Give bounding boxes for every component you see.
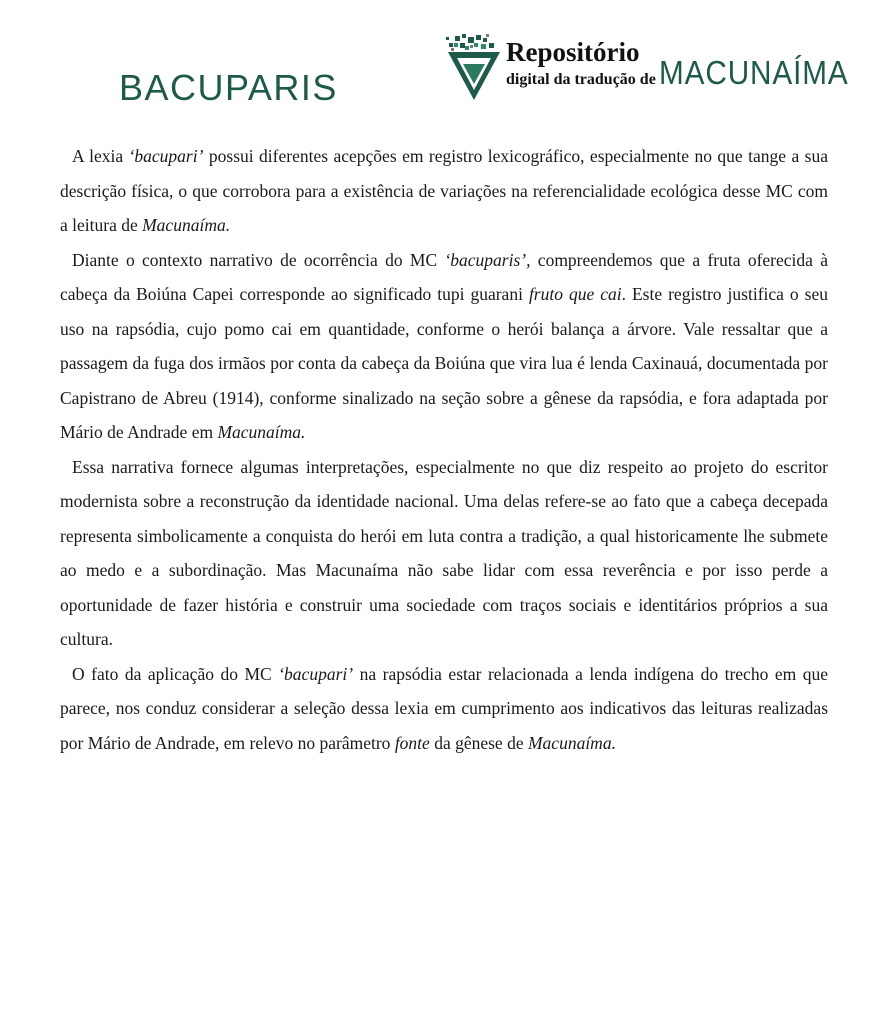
text-run: compreendemos que a fruta oferecida à cabeça da Boiúna Capei corresponde ao significado tupi guarani (60, 249, 828, 304)
italic-text: fonte (394, 732, 430, 753)
italic-text: Macunaíma. (217, 422, 306, 442)
paragraph (60, 243, 828, 450)
text-run: da gênese de (429, 732, 528, 753)
paragraph (60, 139, 828, 243)
italic-text: Macunaíma. (527, 732, 616, 753)
text-run: Diante o contexto narrativo de ocorrência do MC (72, 249, 445, 270)
paragraph (60, 657, 828, 761)
text-run: Essa narrativa fornece algumas interpretações, especialmente no que diz respeito ao projeto do escritor modernista sobre a reconstrução da identidade nacional. Uma delas refere-se ao fato que a cabeça decepada representa simbolicamente a conquista do herói em luta contra a tradição, a qual historicamente lhe submete ao medo e a subordinação. Mas Macunaíma não sabe lidar com essa reverência e por isso perde a oportunidade de fazer história e construir uma sociedade com traços sociais e identitários próprios a sua cultura. (60, 456, 828, 649)
text-run: . Este registro justifica o seu uso na rapsódia, cujo pomo cai em quantidade, conforme o herói balança a árvore. Vale ressaltar que a passagem da fuga dos irmãos por conta da cabeça da Boiúna que vira lua é lenda Caxinauá, documentada por Capistrano de Abreu (1914), conforme sinalizado na seção sobre a gênese da rapsódia, e fora adaptada por Mário de Andrade em (60, 284, 828, 442)
italic-text: Macunaíma. (142, 215, 231, 235)
text-run: na rapsódia estar relacionada a lenda indígena do trecho em que parece, nos conduz considerar a seleção dessa lexia em cumprimento aos indicativos das leituras realizadas por Mário de Andrade, em relevo no parâmetro (60, 663, 828, 753)
italic-text: ‘bacupari’ (128, 146, 204, 166)
italic-text: ‘bacupari’ (278, 663, 354, 684)
repository-logo (445, 34, 849, 106)
article-body (60, 139, 828, 760)
paragraph (60, 450, 828, 657)
italic-text: ‘bacuparis’, (444, 249, 531, 270)
logo-name: MACUNAÍMA (659, 54, 849, 91)
logo-subtitle: digital da tradução de (506, 71, 656, 88)
italic-text: fruto que cai (528, 284, 622, 304)
repository-logo-icon (445, 34, 503, 106)
text-run: possui diferentes acepções em registro lexicográfico, especialmente no que tange a sua descrição física, o que corrobora para a existência de variações na referencialidade ecológica desse MC com a leitura de (60, 146, 829, 235)
text-run: O fato da aplicação do MC (72, 663, 279, 684)
text-run: A lexia (72, 146, 129, 166)
logo-title: Repositório (506, 37, 640, 67)
page-title: BACUPARIS (119, 67, 338, 109)
